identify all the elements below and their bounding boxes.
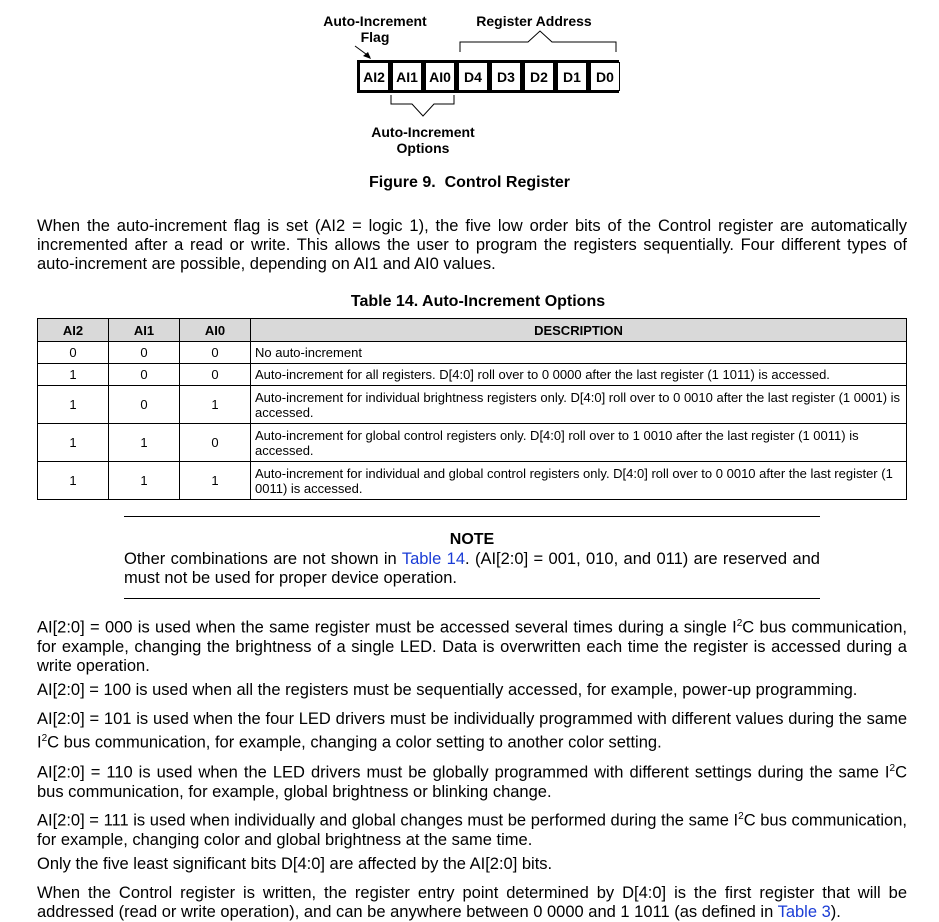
header-ai2: AI2 [38, 319, 109, 342]
plast-text-b: ). [830, 903, 841, 921]
plast-text-a: When the Control register is written, the register entry point determined by D[4:0] is the first register that will be addressed (read or write operation), and can be anywhere between 0 0000 and 1 1011 (as defined in [37, 884, 907, 921]
table-row [38, 462, 907, 500]
p111-text-a: AI[2:0] = 111 is used when individually and global changes must be performed during the same I [37, 811, 739, 830]
options-bracket [391, 95, 454, 116]
header-description: DESCRIPTION [251, 319, 907, 342]
note-table-link[interactable]: Table 14 [401, 550, 465, 568]
cell-ai2: 1 [38, 386, 109, 424]
address-bracket [460, 31, 616, 52]
p111-text-b: C bus communication, for example, changing color and global brightness at the same time. [37, 811, 907, 849]
bit-d4: D4 [458, 62, 488, 91]
bit-d2: D2 [524, 62, 554, 91]
header-ai0: AI0 [180, 319, 251, 342]
note-text-after: . (AI[2:0] = 001, 010, and 011) are reserved and must not be used for proper device operation. [124, 550, 820, 587]
flag-label-line1: Auto-Increment [323, 13, 427, 29]
bit-ai1: AI1 [392, 62, 422, 91]
control-register-bits [359, 62, 620, 91]
cell-ai2: 0 [38, 342, 109, 364]
table-row [38, 386, 907, 424]
cell-description: Auto-increment for global control registers only. D[4:0] roll over to 1 0010 after the last register (1 0011) is accessed. [251, 424, 907, 462]
p000-text-b: C bus communication, for example, changing the brightness of a single LED. Data is overwritten each time the register is accessed during a write operation. [37, 618, 907, 675]
paragraph-ai-100: AI[2:0] = 100 is used when all the registers must be sequentially accessed, for example, power-up programming. [37, 681, 858, 699]
table-header-row [38, 319, 907, 342]
p101-text-b: C bus communication, for example, changing a color setting to another color setting. [47, 733, 662, 752]
header-ai1: AI1 [109, 319, 180, 342]
note-bottom-rule [124, 598, 820, 599]
cell-description: Auto-increment for all registers. D[4:0] roll over to 0 0000 after the last register (1 1011) is accessed. [251, 364, 907, 386]
note-title: NOTE [449, 531, 495, 548]
p110-text-a: AI[2:0] = 110 is used when the LED drivers must be globally programmed with different settings during the same I [37, 763, 890, 782]
auto-increment-table [37, 318, 907, 500]
cell-ai1: 0 [109, 364, 180, 386]
options-label-line1: Auto-Increment [371, 124, 475, 140]
bit-ai0: AI0 [425, 62, 455, 91]
cell-description: Auto-increment for individual and global control registers only. D[4:0] roll over to 0 0010 after the last register (1 0011) is accessed. [251, 462, 907, 500]
cell-ai0: 0 [180, 364, 251, 386]
register-address-label: Register Address [476, 13, 592, 29]
intro-paragraph: When the auto-increment flag is set (AI2 = logic 1), the five low order bits of the Control register are automatically incremented after a read or write. This allows the user to program the registers sequentially. Four different types of auto-increment are possible, depending on AI1 and AI0 values. [37, 217, 907, 273]
paragraph-ai-000 [37, 614, 907, 676]
cell-ai1: 1 [109, 424, 180, 462]
cell-ai0: 0 [180, 342, 251, 364]
cell-description: No auto-increment [251, 342, 907, 364]
table-3-link[interactable]: Table 3 [777, 903, 831, 921]
cell-ai0: 0 [180, 424, 251, 462]
p101-text-a: AI[2:0] = 101 is used when the four LED drivers must be individually programmed with different values during the same I [37, 710, 907, 752]
cell-ai1: 0 [109, 342, 180, 364]
note-text-before: Other combinations are not shown in [124, 550, 402, 568]
cell-ai1: 1 [109, 462, 180, 500]
paragraph-ai-111 [37, 807, 907, 850]
cell-description: Auto-increment for individual brightness registers only. D[4:0] roll over to 0 0010 after the last register (1 0001) is accessed. [251, 386, 907, 424]
paragraph-ai-101 [37, 710, 907, 753]
bit-ai2: AI2 [359, 62, 389, 91]
superscript: 2 [41, 733, 48, 744]
figure-caption: Figure 9. Control Register [369, 174, 570, 191]
bit-d3: D3 [491, 62, 521, 91]
superscript: 2 [738, 811, 744, 822]
superscript: 2 [889, 763, 896, 774]
superscript: 2 [736, 618, 743, 629]
cell-ai1: 0 [109, 386, 180, 424]
paragraph-ai-110 [37, 759, 907, 802]
paragraph-bits: Only the five least significant bits D[4:0] are affected by the AI[2:0] bits. [37, 855, 553, 873]
cell-ai2: 1 [38, 364, 109, 386]
p110-text-b: C bus communication, for example, global brightness or blinking change. [37, 763, 907, 801]
options-label-line2: Options [396, 140, 450, 156]
bit-d1: D1 [557, 62, 587, 91]
cell-ai2: 1 [38, 424, 109, 462]
p000-text-a: AI[2:0] = 000 is used when the same register must be accessed several times during a single I [37, 618, 737, 637]
flag-label-line2: Flag [360, 29, 390, 45]
auto-increment-options-label [363, 124, 483, 156]
cell-ai0: 1 [180, 386, 251, 424]
note-text [124, 550, 820, 588]
table-title: Table 14. Auto-Increment Options [350, 293, 606, 310]
bit-d0: D0 [590, 62, 620, 91]
cell-ai2: 1 [38, 462, 109, 500]
note-top-rule [124, 516, 820, 517]
paragraph-control-write [37, 884, 907, 922]
table-row [38, 364, 907, 386]
cell-ai0: 1 [180, 462, 251, 500]
table-row [38, 424, 907, 462]
table-row [38, 342, 907, 364]
